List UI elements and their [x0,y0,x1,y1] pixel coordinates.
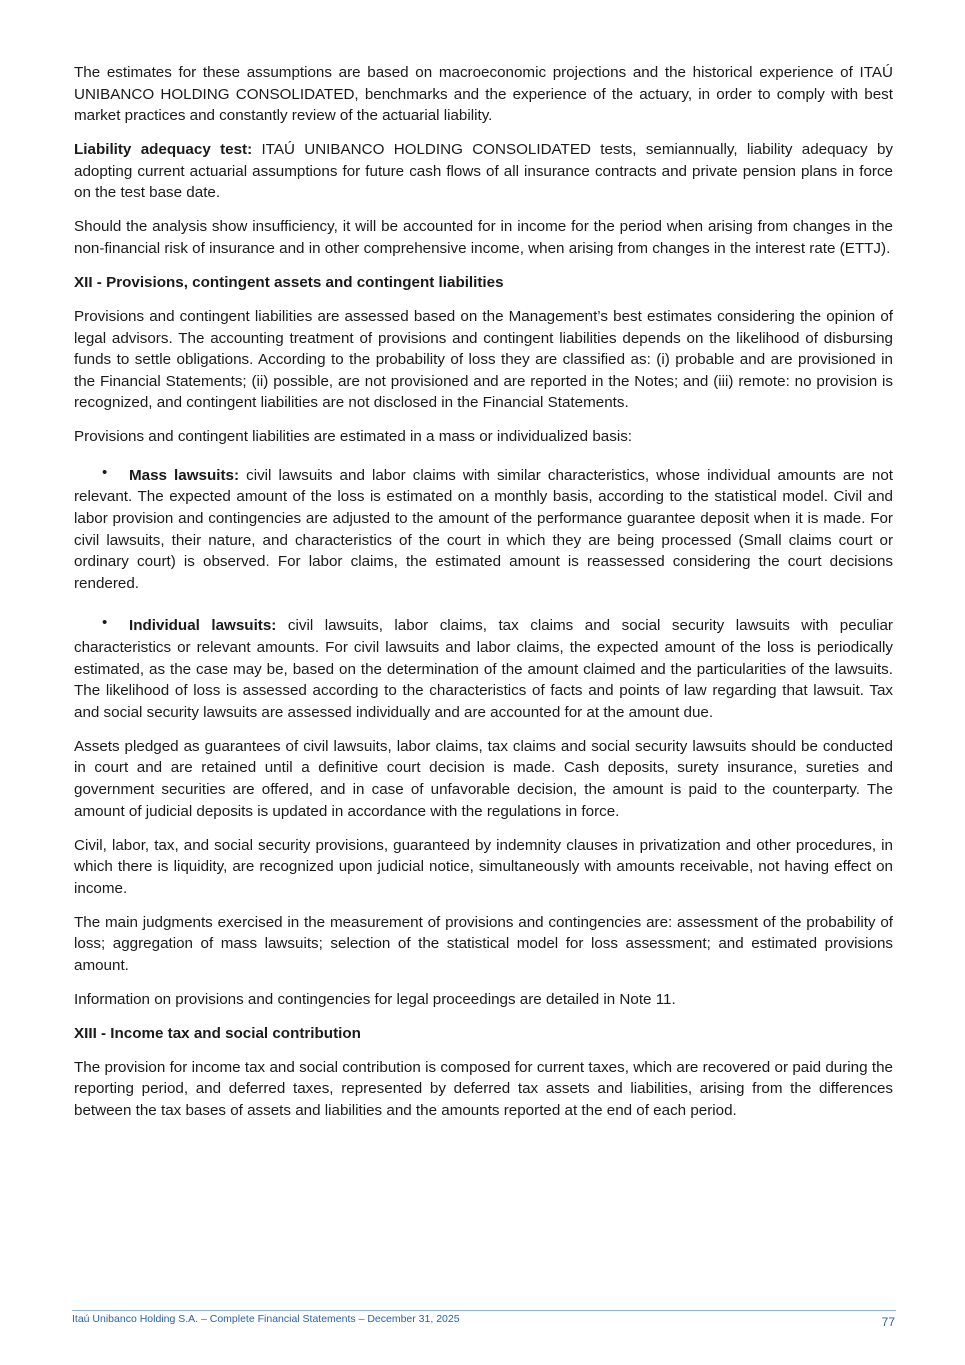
individual-lawsuits-text: civil lawsuits, labor claims, tax claims and social security lawsuits with peculiar characteristics or relevant amounts. For civil lawsuits and labor claims, the expected amount of the loss is periodically estimated, as the case may be, based on the determination of the amount claimed and the particularities of the lawsuits. The likelihood of loss is assessed according to the characteristics of facts and points of law regarding that lawsuit. Tax and social security lawsuits are assessed individually and are accounted for at the amount due. [74,617,893,721]
paragraph-assumptions: The estimates for these assumptions are based on macroeconomic projections and the historical experience of ITAÚ UNIBANCO HOLDING CONSOLIDATED, benchmarks and the experience of the actuary, in order to comply with best market practices and constantly review of the actuarial liability. [74,64,893,125]
paragraph-insufficiency: Should the analysis show insufficiency, it will be accounted for in income for the period when arising from changes in the non-financial risk of insurance and in other comprehensive income, when arising from changes in the interest rate (ETTJ). [74,218,893,257]
bullet-icon: • [102,463,108,481]
paragraph-liability-adequacy [74,139,893,204]
bullet-mass-lawsuits [74,462,893,595]
paragraph-indemnity-provisions: Civil, labor, tax, and social security provisions, guaranteed by indemnity clauses in privatization and other procedures, in which there is liquidity, are recognized upon judicial notice, simultaneously with amounts receivable, not having effect on income. [74,836,893,897]
page-number: 77 [881,1315,895,1329]
bullet-individual-lawsuits [74,612,893,723]
section-heading-xii: XII - Provisions, contingent assets and contingent liabilities [74,273,504,291]
footer-divider [72,1310,896,1311]
individual-lawsuits-label: Individual lawsuits: [129,617,277,635]
paragraph-income-tax: The provision for income tax and social contribution is composed for current taxes, which are recovered or paid during the reporting period, and deferred taxes, represented by deferred tax assets and liabilities, arising from the differences between the tax bases of assets and liabilities and the amounts reported at the end of each period. [74,1058,893,1120]
paragraph-main-judgments: The main judgments exercised in the measurement of provisions and contingencies are: assessment of the probability of loss; aggregation of mass lawsuits; selection of the statistical model for loss assessment; and estimated provisions amount. [74,913,893,974]
paragraph-note-reference: Information on provisions and contingencies for legal proceedings are detailed in Note 11. [74,990,676,1008]
footer-text: Itaú Unibanco Holding S.A. – Complete Financial Statements – December 31, 2025 [72,1313,460,1325]
mass-lawsuits-text: civil lawsuits and labor claims with similar characteristics, whose individual amounts are not relevant. The expected amount of the loss is estimated on a monthly basis, according to the statistical model. Civil and labor provision and contingencies are adjusted to the amount of the performance guarantee deposit when it is made. For civil lawsuits, their nature, and characteristics of the court in which they are being processed (Small claims court or ordinary court) is observed. For labor claims, the estimated amount is reassessed considering the court decisions rendered. [74,466,893,592]
section-heading-xiii: XIII - Income tax and social contribution [74,1024,361,1042]
document-body [74,62,893,1134]
liability-adequacy-label: Liability adequacy test: [74,141,253,159]
paragraph-provisions-assessment: Provisions and contingent liabilities are assessed based on the Management’s best estimates considering the opinion of legal advisors. The accounting treatment of provisions and contingent liabilities depends on the likelihood of disbursing funds to settle obligations. According to the probability of loss they are classified as: (i) probable and are provisioned in the Financial Statements; (ii) possible, are not provisioned and are reported in the Notes; and (iii) remote: no provision is recognized, and contingent liabilities are not disclosed in the Financial Statements. [74,307,893,412]
paragraph-assets-pledged: Assets pledged as guarantees of civil lawsuits, labor claims, tax claims and social security lawsuits should be conducted in court and are retained until a definitive court decision is made. Cash deposits, surety insurance, sureties and government securities are offered, and in case of unfavorable decision, the amount is paid to the counterparty. The amount of judicial deposits is updated in accordance with the regulations in force. [74,737,893,820]
mass-lawsuits-label: Mass lawsuits: [129,466,240,484]
liability-adequacy-text: ITAÚ UNIBANCO HOLDING CONSOLIDATED tests, semiannually, liability adequacy by adopting current actuarial assumptions for future cash flows of all insurance contracts and private pension plans in force on the test base date. [74,141,893,202]
bullet-icon: • [102,614,108,632]
paragraph-estimation-basis: Provisions and contingent liabilities are estimated in a mass or individualized basis: [74,428,633,446]
